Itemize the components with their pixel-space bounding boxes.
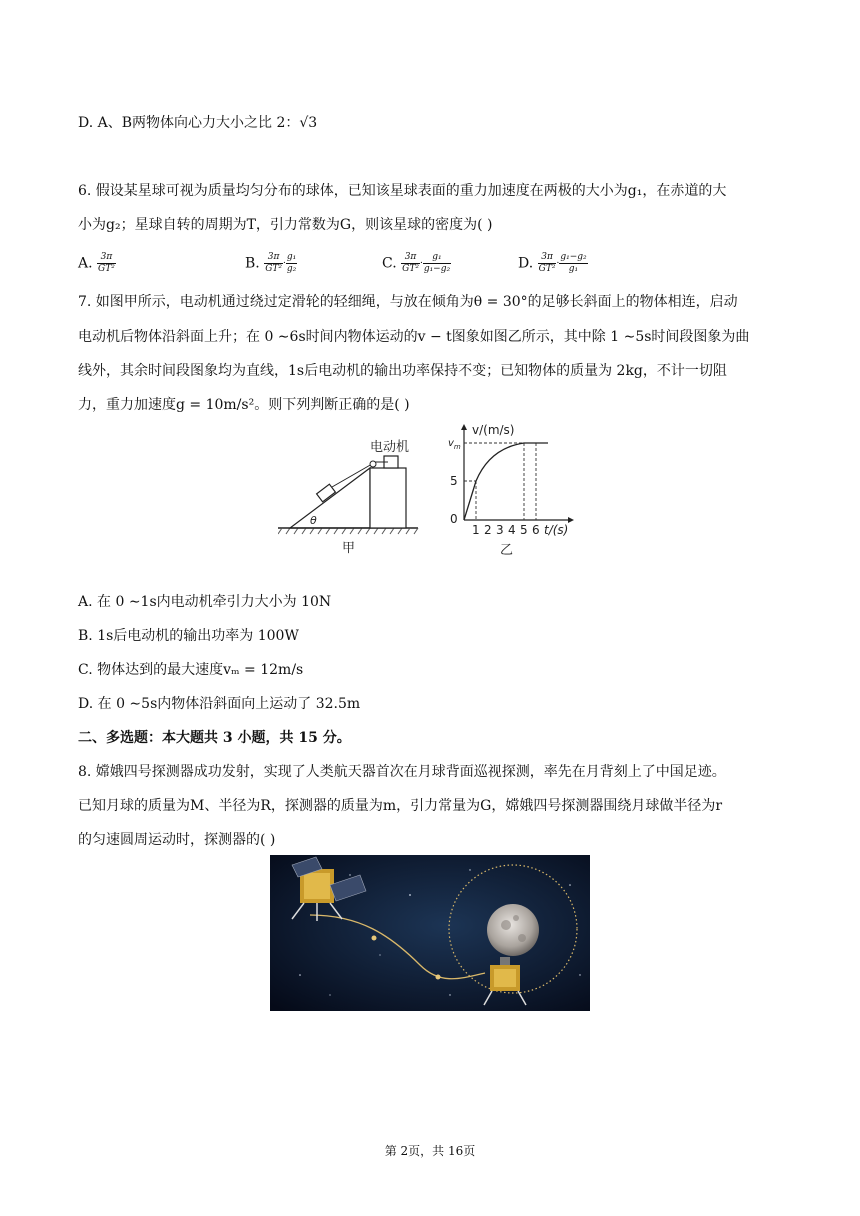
x-tick-6: 6	[532, 523, 540, 537]
q6-option-a: A. $\frac{3\pi}{\text{GT²}}$	[78, 252, 115, 274]
origin-label: 0	[450, 512, 458, 526]
q7-line-3: 线外，其余时间段图象均为直线，1s后电动机的输出功率保持不变；已知物体的质量为 2kg，不计一切阻	[78, 363, 727, 379]
x-tick-5: 5	[520, 523, 528, 537]
q8-line-3: 的匀速圆周运动时，探测器的( )	[78, 832, 276, 848]
q6-line-1: 6. 假设某星球可视为质量均匀分布的球体，已知该星球表面的重力加速度在两极的大小为g₁，在赤道的大	[78, 183, 727, 199]
vt-graph	[448, 424, 574, 558]
vt-curve	[464, 443, 548, 520]
q7-line-1: 7. 如图甲所示，电动机通过绕过定滑轮的轻细绳，与放在倾角为θ = 30°的足够长斜面上的物体相连，启动	[78, 294, 738, 310]
q6-line-2: 小为g₂；星球自转的周期为T，引力常数为G，则该星球的密度为( )	[78, 217, 493, 233]
figure-7	[278, 424, 588, 564]
option-d-prev: D. A、B两物体向心力大小之比 2：√3	[78, 115, 318, 131]
q6-option-c: C. $\frac{3\pi}{\text{GT²}}$ · $\frac{\text{g₁}}{\text{g₁−g₂}}$	[382, 252, 451, 274]
q8-line-1: 8. 嫦娥四号探测器成功发射，实现了人类航天器首次在月球背面巡视探测，率先在月背刻上了中国足迹。	[78, 764, 726, 780]
x-tick-3: 3	[496, 523, 504, 537]
section-heading: 二、多选题：本大题共 3 小题，共 15 分。	[78, 730, 351, 746]
q7-line-4: 力，重力加速度g = 10m/s²。则下列判断正确的是( )	[78, 397, 410, 413]
caption-left: 甲	[342, 541, 356, 556]
vm-label: $v_m$	[448, 438, 461, 451]
q8-line-2: 已知月球的质量为M、半径为R，探测器的质量为m，引力常量为G，嫦娥四号探测器围绕月球做半径为r	[78, 798, 723, 814]
x-tick-1: 1	[472, 523, 480, 537]
angle-label: θ	[310, 514, 317, 527]
motor-body	[370, 468, 406, 528]
q6-option-b: B. $\frac{3\pi}{\text{GT²}}$ · $\frac{\text{g₁}}{\text{g₂}}$	[245, 252, 297, 274]
moon	[487, 904, 539, 956]
x-tick-2: 2	[484, 523, 492, 537]
incline	[290, 468, 370, 528]
change4-image	[270, 855, 590, 1011]
page-footer: 第 2页，共 16页	[384, 1144, 476, 1158]
x-axis-label: t/(s)	[544, 523, 569, 537]
motor-label: 电动机	[370, 440, 410, 455]
q6-option-d: D. $\frac{3\pi}{\text{GT²}}$ · $\frac{\text{g₁−g₂}}{\text{g₁}}$	[518, 252, 587, 274]
q7-option-a: A. 在 0 ∼1s内电动机牵引力大小为 10N	[78, 594, 332, 610]
y-tick-5: 5	[450, 474, 458, 488]
ground	[278, 528, 418, 534]
q7-option-c: C. 物体达到的最大速度vₘ = 12m/s	[78, 662, 304, 678]
q7-line-2: 电动机后物体沿斜面上升；在 0 ∼6s时间内物体运动的v − t图象如图乙所示，其中除 1 ∼5s时间段图象为曲	[78, 329, 750, 345]
y-axis-label: v/(m/s)	[472, 424, 515, 437]
x-tick-4: 4	[508, 523, 516, 537]
q7-option-b: B. 1s后电动机的输出功率为 100W	[78, 628, 299, 644]
caption-right: 乙	[500, 543, 514, 558]
rope	[332, 464, 372, 487]
q7-option-d: D. 在 0 ∼5s内物体沿斜面向上运动了 32.5m	[78, 696, 361, 712]
